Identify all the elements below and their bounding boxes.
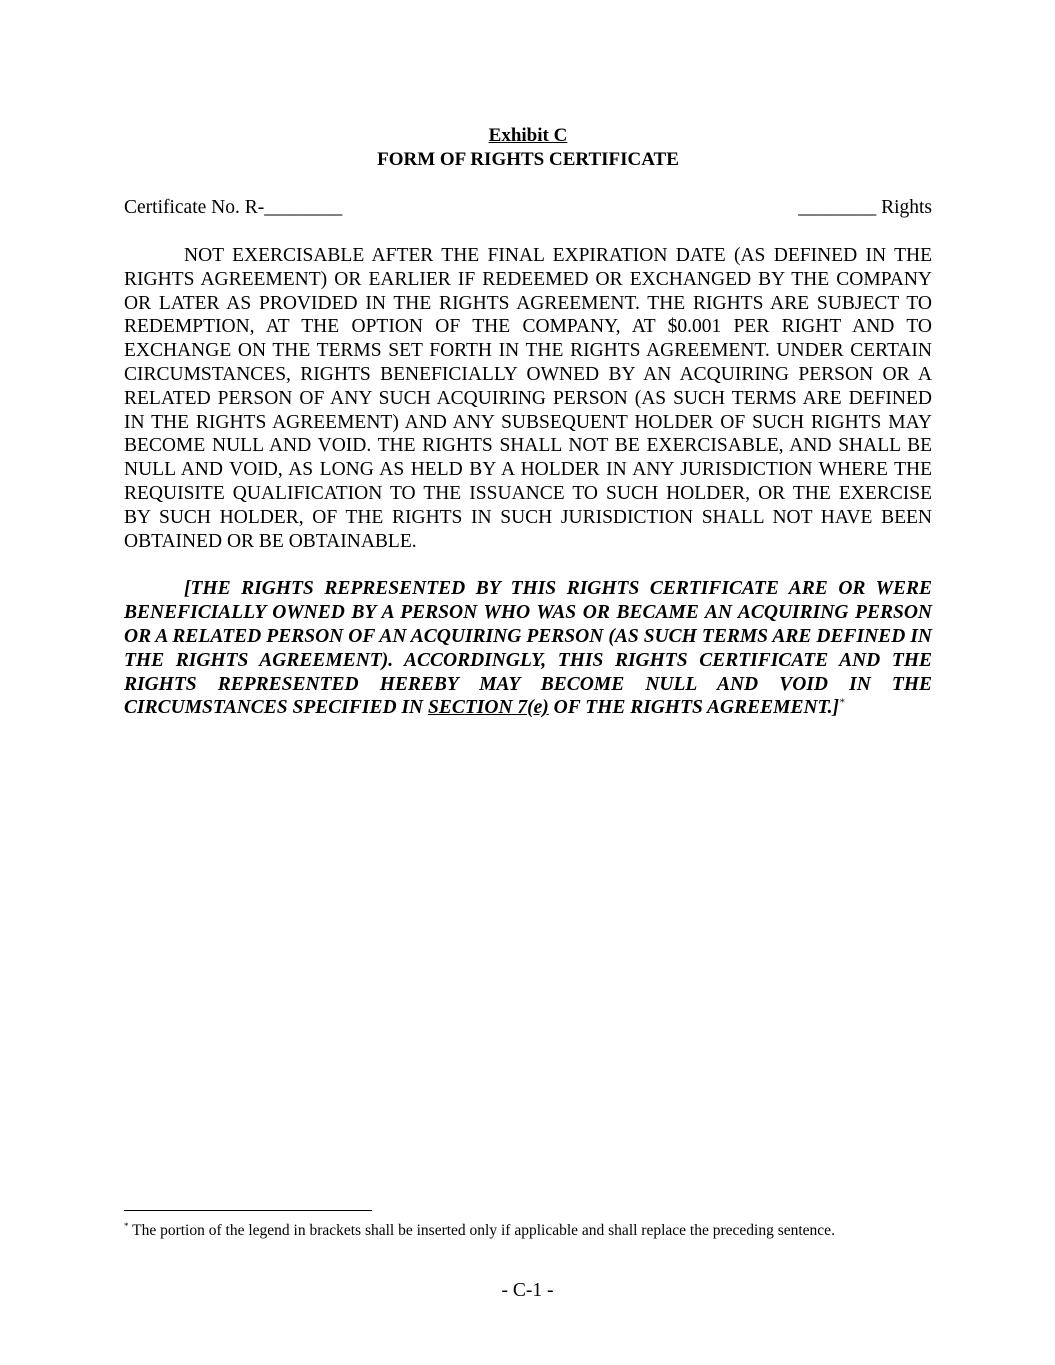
document-page	[124, 124, 932, 720]
section-reference: SECTION 7(e)	[428, 697, 549, 719]
rights-count-label: ________ Rights	[798, 197, 932, 218]
bracketed-legend-paragraph	[124, 577, 932, 720]
footnote-mark: *	[124, 1220, 129, 1231]
certificate-line	[124, 196, 932, 220]
page-number: - C-1 -	[501, 1280, 554, 1301]
footnote-separator	[124, 1210, 372, 1211]
certificate-number-label: Certificate No. R-________	[124, 197, 343, 218]
footnote-text: The portion of the legend in brackets shall be inserted only if applicable and shall replace the preceding sentence.	[132, 1222, 835, 1239]
bracketed-legend-text-end: OF THE RIGHTS AGREEMENT.]	[553, 697, 840, 719]
form-title: FORM OF RIGHTS CERTIFICATE	[377, 149, 679, 170]
exhibit-label: Exhibit C	[488, 125, 568, 146]
footnote	[124, 1221, 932, 1241]
bracketed-legend-text: [THE RIGHTS REPRESENTED BY THIS RIGHTS CERTIFICATE ARE OR WERE BENEFICIALLY OWNED BY A PERSON WHO WAS OR BECAME AN ACQUIRING PERSON OR A RELATED PERSON OF AN ACQUIRING PERSON (AS SUCH TERMS ARE DEFINED IN THE RIGHTS AGREEMENT). ACCORDINGLY, THIS RIGHTS CERTIFICATE AND THE RIGHTS REPRESENTED HEREBY MAY BECOME NULL AND VOID IN THE CIRCUMSTANCES SPECIFIED IN	[124, 578, 932, 719]
footnote-reference-mark: *	[839, 696, 845, 709]
legend-paragraph: NOT EXERCISABLE AFTER THE FINAL EXPIRATION DATE (AS DEFINED IN THE RIGHTS AGREEMENT) OR EARLIER IF REDEEMED OR EXCHANGED BY THE COMPANY OR LATER AS PROVIDED IN THE RIGHTS AGREEMENT. THE RIGHTS ARE SUBJECT TO REDEMPTION, AT THE OPTION OF THE COMPANY, AT $0.001 PER RIGHT AND TO EXCHANGE ON THE TERMS SET FORTH IN THE RIGHTS AGREEMENT. UNDER CERTAIN CIRCUMSTANCES, RIGHTS BENEFICIALLY OWNED BY AN ACQUIRING PERSON OR A RELATED PERSON OF ANY SUCH ACQUIRING PERSON (AS SUCH TERMS ARE DEFINED IN THE RIGHTS AGREEMENT) AND ANY SUBSEQUENT HOLDER OF SUCH RIGHTS MAY BECOME NULL AND VOID. THE RIGHTS SHALL NOT BE EXERCISABLE, AND SHALL BE NULL AND VOID, AS LONG AS HELD BY A HOLDER IN ANY JURISDICTION WHERE THE REQUISITE QUALIFICATION TO THE ISSUANCE TO SUCH HOLDER, OR THE EXERCISE BY SUCH HOLDER, OF THE RIGHTS IN SUCH JURISDICTION SHALL NOT HAVE BEEN OBTAINED OR BE OBTAINABLE.	[124, 245, 932, 552]
